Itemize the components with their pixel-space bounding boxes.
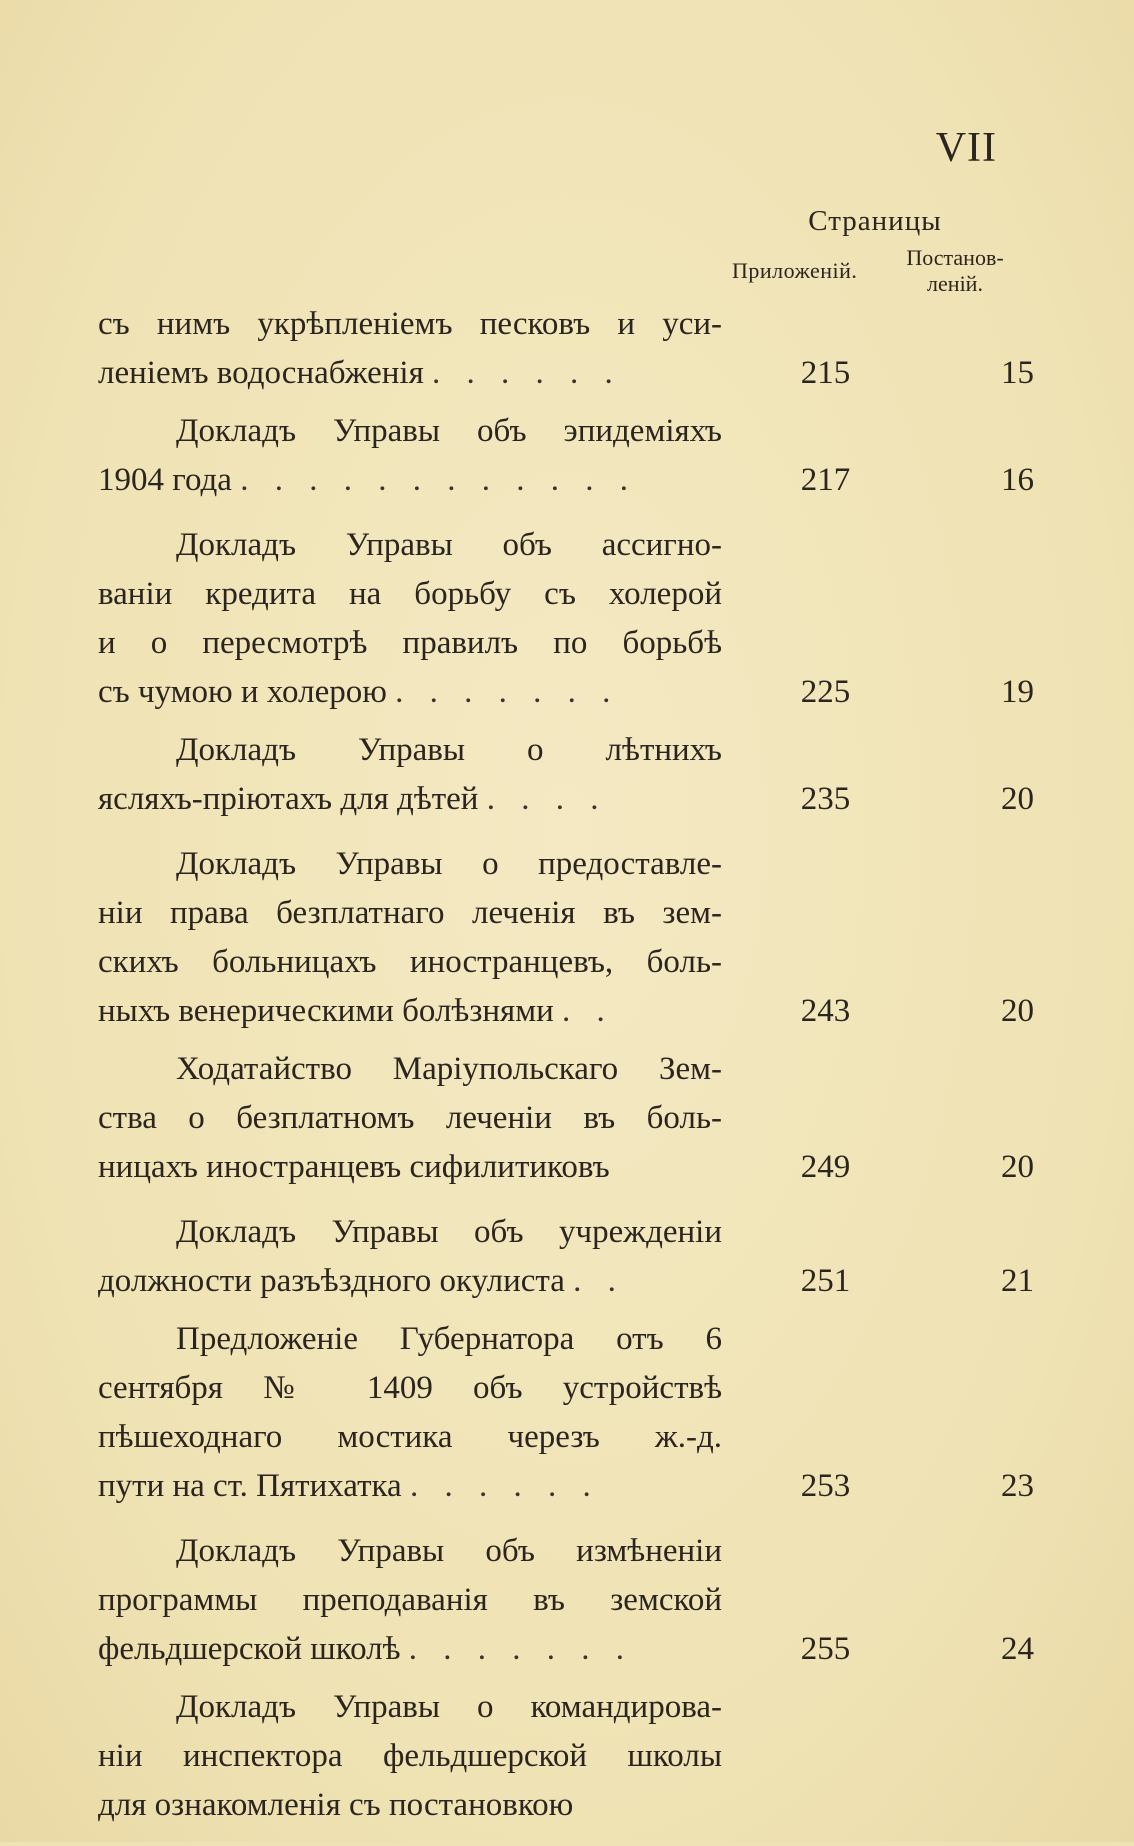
entry-text-content: скихъ больницахъ иностранцевъ, боль- <box>98 944 722 980</box>
entry-text <box>98 349 722 398</box>
entry-spacer <box>98 717 1034 726</box>
entry-line <box>98 775 1034 824</box>
entry-text <box>176 521 722 570</box>
entry-text-content: Ходатайство Маріупольскаго Зем- <box>176 1051 722 1087</box>
entry-text-content: ваніи кредита на борьбу съ холерой <box>98 576 722 612</box>
entry-text-content: Докладъ Управы объ учрежденіи <box>176 1214 722 1250</box>
appendix-page: 255 <box>800 1631 851 1667</box>
entry-text <box>98 1364 722 1413</box>
entry-line <box>98 1781 1034 1830</box>
entry-text <box>98 668 722 717</box>
entry-text-content: съ нимъ укрѣпленіемъ песковъ и уси- <box>98 306 722 342</box>
entry-line <box>98 521 1034 570</box>
entry-text-content: Докладъ Управы о предоставле- <box>176 846 722 882</box>
entry-text <box>98 1257 722 1306</box>
appendix-page: 217 <box>800 462 851 498</box>
entry-line <box>98 1462 1034 1511</box>
entry-text <box>98 619 722 668</box>
entry-text-content: сентября № 1409 объ устройствѣ <box>98 1370 722 1406</box>
entry-text-content: леніемъ водоснабженія <box>98 355 424 391</box>
entry-text-content: съ чумою и холерою <box>98 674 387 710</box>
appendix-page: 235 <box>800 781 851 817</box>
entry-line <box>98 300 1034 349</box>
resolution-page: 23 <box>1001 1468 1034 1504</box>
entry-text-content: Докладъ Управы о лѣтнихъ <box>176 732 722 768</box>
resolution-page: 21 <box>1001 1263 1034 1299</box>
leader-dots: . . <box>573 1263 625 1299</box>
entry-text-content: Докладъ Управы объ измѣненіи <box>176 1533 722 1569</box>
resolution-page: 20 <box>1001 1149 1034 1185</box>
entry-text <box>98 1732 722 1781</box>
contents-entry <box>98 1527 1034 1674</box>
entry-text-content: ніи права безплатнаго леченія въ зем- <box>98 895 722 931</box>
entry-spacer <box>98 1511 1034 1527</box>
appendix-column-header: Приложеній. <box>732 258 858 283</box>
entry-text <box>98 1413 722 1462</box>
entry-text <box>176 1045 722 1094</box>
appendix-page: 251 <box>800 1263 851 1299</box>
entry-line <box>98 1364 1034 1413</box>
entry-text <box>176 1315 722 1364</box>
contents-entry <box>98 1683 1034 1830</box>
resolution-header-line-2: леній. <box>927 271 983 296</box>
entry-text <box>176 1208 722 1257</box>
leader-dots: . . . . <box>486 781 608 817</box>
entry-text <box>98 1462 722 1511</box>
entry-text-content: 1904 года <box>98 462 232 498</box>
appendix-page: 215 <box>800 355 851 391</box>
contents-entry <box>98 1045 1034 1192</box>
entry-text-content: Докладъ Управы о командирова- <box>176 1689 722 1725</box>
entry-text <box>98 1625 722 1674</box>
leader-dots: . . . . . . . <box>395 674 620 710</box>
entry-text-content: должности разъѣздного окулиста <box>98 1263 565 1299</box>
contents-list <box>98 300 1034 1846</box>
entry-line <box>98 1315 1034 1364</box>
resolution-page: 24 <box>1001 1631 1034 1667</box>
entry-text <box>98 1781 722 1830</box>
leader-dots: . . . . . . . <box>408 1631 634 1667</box>
entry-line <box>98 668 1034 717</box>
entry-line <box>98 456 1034 505</box>
entry-text-content: Предложеніе Губернатора отъ 6 <box>176 1321 722 1357</box>
entry-spacer <box>98 1192 1034 1208</box>
entry-text-content: ства о безплатномъ леченіи въ боль- <box>98 1100 722 1136</box>
entry-text-content: пѣшеходнаго мостика черезъ ж.-д. <box>98 1419 722 1455</box>
entry-line <box>98 840 1034 889</box>
entry-text <box>98 889 722 938</box>
entry-line <box>98 1094 1034 1143</box>
resolution-page: 15 <box>1001 355 1034 391</box>
entry-text-content: для ознакомленія съ постановкою <box>98 1787 574 1823</box>
page-number: VII <box>935 125 997 171</box>
pages-column-header: Страницы <box>808 205 942 237</box>
entry-line <box>98 1625 1034 1674</box>
entry-line <box>98 1527 1034 1576</box>
appendix-page: 225 <box>800 674 851 710</box>
entry-spacer <box>98 1306 1034 1315</box>
entry-line <box>98 938 1034 987</box>
entry-text-content: ницахъ иностранцевъ сифилитиковъ <box>98 1149 610 1185</box>
appendix-page: 253 <box>800 1468 851 1504</box>
entry-text <box>98 938 722 987</box>
entry-line <box>98 1208 1034 1257</box>
entry-spacer <box>98 1830 1034 1846</box>
entry-text <box>98 1576 722 1625</box>
entry-line <box>98 987 1034 1036</box>
entry-text-content: пути на ст. Пятихатка <box>98 1468 402 1504</box>
entry-text <box>98 1094 722 1143</box>
entry-line <box>98 1413 1034 1462</box>
appendix-page: 243 <box>800 993 851 1029</box>
entry-line <box>98 1257 1034 1306</box>
leader-dots: . . . . . . . . . . . . <box>240 462 637 498</box>
resolution-page: 20 <box>1001 781 1034 817</box>
entry-text <box>176 726 722 775</box>
entry-text <box>98 300 722 349</box>
entry-text <box>98 456 722 505</box>
appendix-page: 249 <box>800 1149 851 1185</box>
entry-spacer <box>98 1036 1034 1045</box>
entry-line <box>98 889 1034 938</box>
entry-text <box>98 775 722 824</box>
entry-line <box>98 407 1034 456</box>
resolution-column-header <box>895 245 1015 297</box>
entry-line <box>98 349 1034 398</box>
resolution-page: 20 <box>1001 993 1034 1029</box>
entry-line <box>98 1732 1034 1781</box>
entry-text-content: программы преподаванія въ земской <box>98 1582 722 1618</box>
entry-spacer <box>98 505 1034 521</box>
resolution-page: 19 <box>1001 674 1034 710</box>
entry-text <box>98 570 722 619</box>
entry-text <box>98 1143 722 1192</box>
entry-text-content: ясляхъ-пріютахъ для дѣтей <box>98 781 479 817</box>
entry-spacer <box>98 1674 1034 1683</box>
contents-entry <box>98 1315 1034 1511</box>
leader-dots: . . . . . . <box>432 355 622 391</box>
entry-text <box>176 1683 722 1732</box>
entry-text-content: Докладъ Управы объ эпидеміяхъ <box>176 413 722 449</box>
entry-text <box>98 987 722 1036</box>
resolution-header-line-1: Постанов- <box>906 245 1004 270</box>
entry-line <box>98 1143 1034 1192</box>
entry-text-content: ныхъ венерическими болѣзнями <box>98 993 554 1029</box>
entry-text-content: фельдшерской школѣ <box>98 1631 401 1667</box>
entry-line <box>98 1045 1034 1094</box>
leader-dots: . . . . . . <box>409 1468 600 1504</box>
entry-text <box>176 407 722 456</box>
contents-entry <box>98 521 1034 717</box>
entry-text <box>176 1527 722 1576</box>
resolution-page: 16 <box>1001 462 1034 498</box>
entry-text-content: и о пересмотрѣ правилъ по борьбѣ <box>98 625 722 661</box>
entry-line <box>98 619 1034 668</box>
entry-spacer <box>98 398 1034 407</box>
contents-entry <box>98 300 1034 398</box>
entry-text <box>176 840 722 889</box>
contents-entry <box>98 407 1034 505</box>
entry-line <box>98 1683 1034 1732</box>
entry-text-content: Докладъ Управы объ ассигно- <box>176 527 722 563</box>
entry-spacer <box>98 824 1034 840</box>
contents-entry <box>98 1208 1034 1306</box>
entry-line <box>98 570 1034 619</box>
contents-entry <box>98 726 1034 824</box>
leader-dots: . . <box>562 993 614 1029</box>
contents-entry <box>98 840 1034 1036</box>
entry-line <box>98 1576 1034 1625</box>
entry-text-content: ніи инспектора фельдшерской школы <box>98 1738 722 1774</box>
entry-line <box>98 726 1034 775</box>
